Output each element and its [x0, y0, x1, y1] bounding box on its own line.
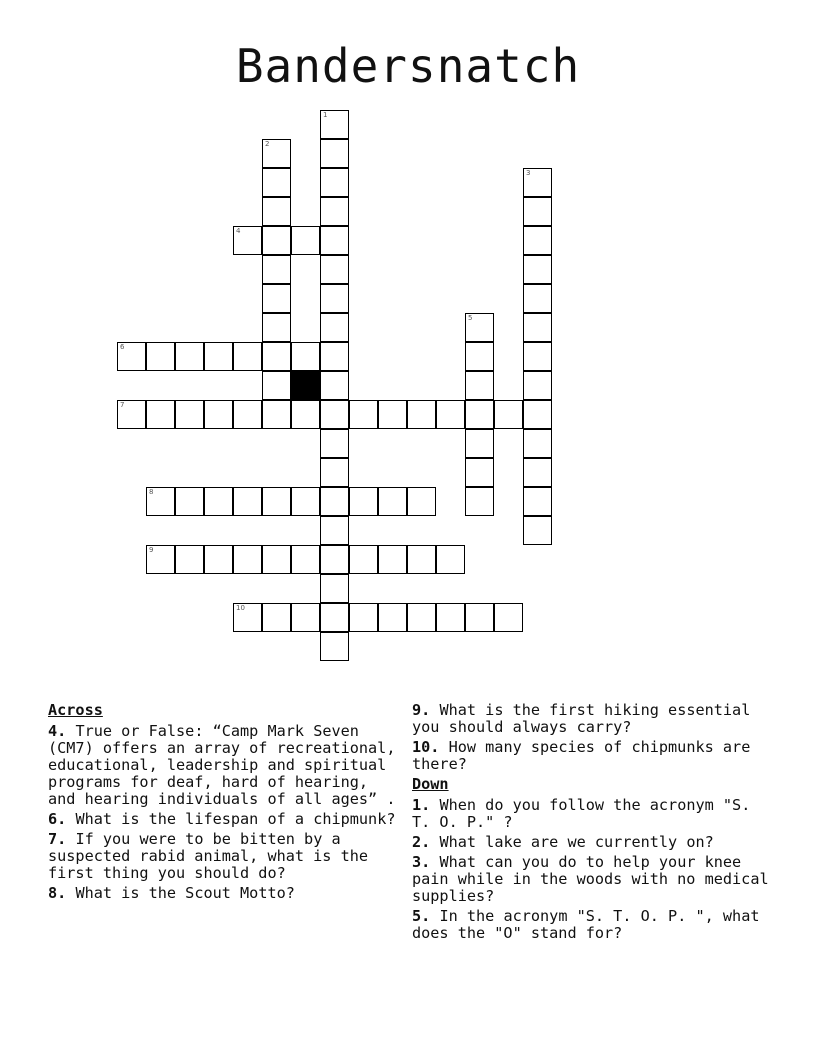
grid-cell[interactable]	[320, 545, 349, 574]
grid-cell[interactable]	[146, 342, 175, 371]
grid-cell[interactable]	[320, 342, 349, 371]
grid-cell[interactable]	[233, 342, 262, 371]
grid-cell[interactable]	[523, 313, 552, 342]
grid-cell[interactable]	[117, 400, 146, 429]
puzzle-title: Bandersnatch	[235, 39, 581, 93]
grid-cell[interactable]	[117, 342, 146, 371]
clue-text: True or False: “Camp Mark Seven (CM7) offers an array of recreational, educational, leadership and spiritual programs for deaf, hard of hearing, and hearing individuals of all ages” .	[48, 722, 396, 808]
grid-cell[interactable]	[175, 487, 204, 516]
grid-cell[interactable]	[407, 545, 436, 574]
grid-cell[interactable]	[523, 226, 552, 255]
grid-cell[interactable]	[262, 139, 291, 168]
grid-cell[interactable]	[262, 168, 291, 197]
grid-cell[interactable]	[146, 545, 175, 574]
grid-cell[interactable]	[436, 603, 465, 632]
grid-cell[interactable]	[494, 603, 523, 632]
clue-text: What is the first hiking essential you should always carry?	[412, 701, 751, 736]
grid-cell[interactable]	[523, 197, 552, 226]
cell-number: 8	[149, 488, 154, 496]
grid-cell[interactable]	[465, 429, 494, 458]
grid-cell[interactable]	[523, 371, 552, 400]
grid-cell[interactable]	[204, 400, 233, 429]
grid-cell[interactable]	[262, 603, 291, 632]
grid-cell[interactable]	[523, 400, 552, 429]
grid-cell[interactable]	[523, 487, 552, 516]
cell-number: 10	[236, 604, 245, 612]
grid-cell[interactable]	[262, 545, 291, 574]
grid-cell[interactable]	[320, 429, 349, 458]
grid-cell[interactable]	[465, 342, 494, 371]
grid-cell[interactable]	[378, 487, 407, 516]
grid-cell[interactable]	[523, 255, 552, 284]
grid-cell[interactable]	[262, 284, 291, 313]
cell-number: 2	[265, 140, 270, 148]
grid-cell[interactable]	[320, 400, 349, 429]
grid-cell[interactable]	[233, 487, 262, 516]
grid-cell[interactable]	[320, 516, 349, 545]
grid-cell[interactable]	[320, 632, 349, 661]
grid-cell[interactable]	[436, 400, 465, 429]
grid-cell[interactable]	[523, 458, 552, 487]
grid-cell[interactable]	[349, 545, 378, 574]
grid-cell[interactable]	[233, 226, 262, 255]
grid-cell[interactable]	[262, 400, 291, 429]
grid-cell[interactable]	[262, 371, 291, 400]
grid-cell[interactable]	[320, 487, 349, 516]
grid-cell[interactable]	[175, 400, 204, 429]
clue-number: 2.	[412, 833, 431, 851]
across-clue	[48, 723, 398, 808]
down-clue	[412, 908, 772, 942]
clue-text: When do you follow the acronym "S. T. O. P." ?	[412, 796, 751, 831]
grid-cell[interactable]	[146, 400, 175, 429]
grid-cell[interactable]	[349, 487, 378, 516]
across-heading: Across	[48, 701, 103, 719]
down-clue	[412, 854, 772, 905]
grid-cell[interactable]	[320, 574, 349, 603]
grid-cell[interactable]	[407, 400, 436, 429]
grid-cell[interactable]	[523, 516, 552, 545]
clue-number: 8.	[48, 884, 67, 902]
cell-number: 1	[323, 111, 328, 119]
grid-cell[interactable]	[262, 197, 291, 226]
grid-cell[interactable]	[262, 342, 291, 371]
clue-text: What is the lifespan of a chipmunk?	[75, 810, 396, 828]
grid-cell[interactable]	[465, 458, 494, 487]
grid-cell[interactable]	[233, 545, 262, 574]
grid-cell[interactable]	[407, 603, 436, 632]
across-clue	[48, 811, 398, 828]
down-clue	[412, 797, 772, 831]
grid-cell[interactable]	[146, 487, 175, 516]
across-clue	[48, 831, 398, 882]
grid-cell[interactable]	[436, 545, 465, 574]
clue-text: How many species of chipmunks are there?	[412, 738, 751, 773]
grid-cell[interactable]	[175, 545, 204, 574]
across-clue	[412, 702, 772, 736]
grid-cell[interactable]	[320, 284, 349, 313]
clues-right-column	[412, 702, 772, 945]
grid-cell[interactable]	[320, 226, 349, 255]
clue-text: What can you do to help your knee pain while in the woods with no medical supplies?	[412, 853, 769, 905]
grid-cell[interactable]	[204, 487, 233, 516]
grid-cell[interactable]	[465, 603, 494, 632]
grid-cell[interactable]	[523, 342, 552, 371]
down-clue	[412, 834, 772, 851]
grid-cell[interactable]	[320, 197, 349, 226]
grid-cell[interactable]	[204, 545, 233, 574]
grid-cell[interactable]	[523, 429, 552, 458]
grid-cell[interactable]	[291, 342, 320, 371]
grid-cell[interactable]	[175, 342, 204, 371]
grid-cell[interactable]	[523, 168, 552, 197]
grid-cell[interactable]	[378, 545, 407, 574]
grid-cell[interactable]	[378, 603, 407, 632]
across-clue	[412, 739, 772, 773]
grid-cell[interactable]	[291, 226, 320, 255]
clue-number: 9.	[412, 701, 431, 719]
grid-cell[interactable]	[233, 400, 262, 429]
grid-block-cell	[291, 371, 320, 400]
clue-number: 10.	[412, 738, 440, 756]
cell-number: 6	[120, 343, 125, 351]
grid-cell[interactable]	[465, 487, 494, 516]
clue-number: 1.	[412, 796, 431, 814]
clue-number: 4.	[48, 722, 67, 740]
grid-cell[interactable]	[262, 487, 291, 516]
grid-cell[interactable]	[320, 110, 349, 139]
cell-number: 5	[468, 314, 473, 322]
grid-cell[interactable]	[407, 487, 436, 516]
clue-number: 7.	[48, 830, 67, 848]
grid-cell[interactable]	[291, 487, 320, 516]
grid-cell[interactable]	[320, 139, 349, 168]
clues-left-column	[48, 702, 398, 905]
clue-text: What is the Scout Motto?	[75, 884, 295, 902]
clue-number: 6.	[48, 810, 67, 828]
grid-cell[interactable]	[320, 255, 349, 284]
across-clue	[48, 885, 398, 902]
grid-cell[interactable]	[204, 342, 233, 371]
down-heading: Down	[412, 775, 449, 793]
grid-cell[interactable]	[378, 400, 407, 429]
grid-cell[interactable]	[465, 400, 494, 429]
grid-cell[interactable]	[262, 226, 291, 255]
grid-cell[interactable]	[291, 400, 320, 429]
grid-cell[interactable]	[465, 313, 494, 342]
grid-cell[interactable]	[291, 603, 320, 632]
grid-cell[interactable]	[233, 603, 262, 632]
cell-number: 4	[236, 227, 241, 235]
clue-number: 3.	[412, 853, 431, 871]
grid-cell[interactable]	[320, 168, 349, 197]
cell-number: 9	[149, 546, 154, 554]
grid-cell[interactable]	[494, 400, 523, 429]
clue-text: If you were to be bitten by a suspected rabid animal, what is the first thing you should do?	[48, 830, 369, 882]
clue-number: 5.	[412, 907, 431, 925]
cell-number: 3	[526, 169, 531, 177]
grid-cell[interactable]	[320, 371, 349, 400]
grid-cell[interactable]	[349, 400, 378, 429]
grid-cell[interactable]	[262, 255, 291, 284]
cell-number: 7	[120, 401, 125, 409]
grid-cell[interactable]	[262, 313, 291, 342]
grid-cell[interactable]	[523, 284, 552, 313]
grid-cell[interactable]	[291, 545, 320, 574]
grid-cell[interactable]	[349, 603, 378, 632]
grid-cell[interactable]	[320, 458, 349, 487]
clue-text: What lake are we currently on?	[439, 833, 714, 851]
clue-text: In the acronym "S. T. O. P. ", what does the "O" stand for?	[412, 907, 760, 942]
grid-cell[interactable]	[320, 603, 349, 632]
grid-cell[interactable]	[465, 371, 494, 400]
grid-cell[interactable]	[320, 313, 349, 342]
